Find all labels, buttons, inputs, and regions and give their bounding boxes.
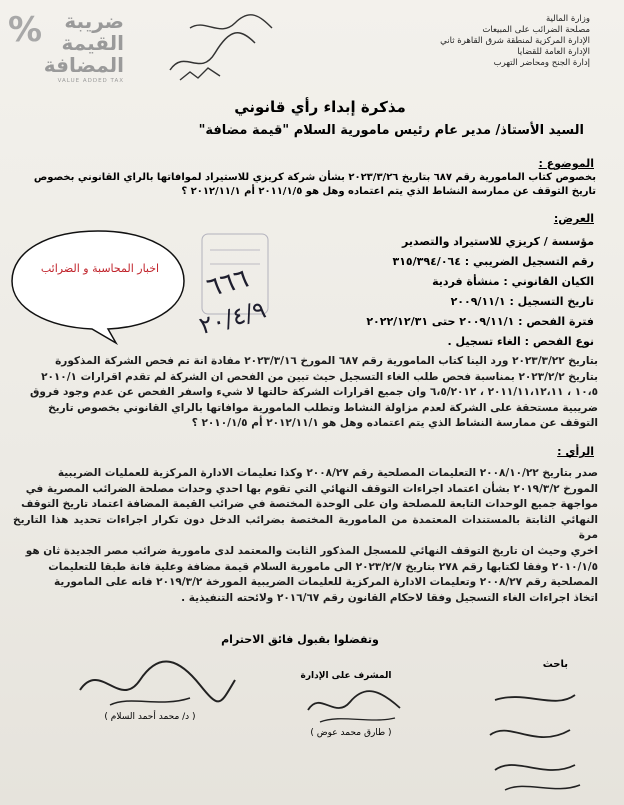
bubble-text: اخبار المحاسبة و الضرائب bbox=[40, 262, 160, 275]
supervisor-signature bbox=[300, 680, 410, 730]
supervisor-title: المشرف على الإدارة bbox=[300, 671, 392, 681]
researcher-title: باحث bbox=[542, 659, 568, 670]
offer-field: رقم التسجيل الضريبي : ٣١٥/٣٩٤/٠٦٤ bbox=[392, 255, 594, 268]
opinion-line: اخري وحيث ان تاريخ التوقف النهائي للمسجل المذكور الثابت والمعتمد لدى مامورية ضرائب مصر الجديدة ثان هو bbox=[25, 544, 598, 557]
subject-line: بخصوص كتاب المامورية رقم ٦٨٧ بتاريخ ٢٠٢٣/٣/٢٦ بشأن شركة كريزي للاستيراد لموافاتها بالراي القانوني بخصوص bbox=[33, 172, 596, 183]
opinion-line: النهائي الثابتة بالمستندات المعتمدة من المامورية المختصة بضرائب الدخل دون تكرار اجراءات تحديد هذا التاريخ مرة bbox=[13, 513, 598, 542]
addressee: السيد الأستاذ/ مدير عام رئيس مامورية السلام "قيمة مضافة" bbox=[198, 123, 584, 138]
opinion-line: ٢٠١٠/١/٥ وفقا لكتابها رقم ٢٧٨ بتاريخ ٢٠٢٣/٢/٧ الى مامورية السلام قيمة مضافة وعلية فانة طبقا للتعليمات bbox=[48, 560, 598, 573]
offer-field: فترة الفحص : ٢٠٠٩/١١/١ حتى ٢٠٢٢/١٢/٣١ bbox=[366, 315, 594, 328]
ministry-line: وزارة المالية bbox=[546, 14, 590, 24]
facts-line: بتاريخ ٢٠٢٣/٢/٢ بمناسبة فحص طلب الغاء التسجيل حيث تبين من الفحص ان الشركة لم تقدم اقرارات ٢٠١٠/١ bbox=[41, 370, 598, 383]
handwritten-number bbox=[190, 255, 280, 345]
director-signature bbox=[70, 650, 240, 720]
vat-logo bbox=[4, 9, 124, 84]
logo-line-3: المضافة bbox=[43, 53, 124, 77]
offer-field: نوع الفحص : الغاء تسجيل . bbox=[447, 335, 594, 348]
ministry-line: الإدارة العامة للقضايا bbox=[517, 47, 590, 57]
logo-line-1: ضريبة bbox=[64, 9, 124, 33]
offer-field: الكيان القانوني : منشأة فردية bbox=[432, 275, 594, 288]
researcher-signature bbox=[475, 680, 595, 800]
ministry-line: إدارة الجنح ومحاضر التهرب bbox=[493, 58, 590, 68]
opinion-line: المورخ ٢٠١٩/٣/٢ بشأن اعتماد اجراءات التوقف النهائي التي تقوم بها احدي وحدات مصلحة الضرائب المصرية في bbox=[25, 482, 598, 495]
svg-text:٦٦٦: ٦٦٦ bbox=[203, 263, 252, 304]
handwritten-annotation-top bbox=[160, 8, 280, 88]
facts-line: التوقف عن ممارسة النشاط الذي يتم اعتماده وهل هو ٢٠١٢/١١/١ أم ٢٠١٠/١/٥ ؟ bbox=[191, 417, 598, 429]
logo-line-2: القيمة bbox=[61, 31, 124, 55]
logo-english: VALUE ADDED TAX bbox=[57, 78, 124, 84]
offer-field: تاريخ التسجيل : ٢٠٠٩/١١/١ bbox=[450, 295, 594, 308]
director-name: ( د/ محمد أحمد السلام ) bbox=[104, 712, 196, 722]
supervisor-name: ( طارق محمد عوض ) bbox=[310, 728, 392, 738]
opinion-line: المصلحية رقم ٢٠٠٨/٢٧ وتعليمات الادارة المركزية للعليمات الضريبية المورخة ٢٠١٩/٣/٢ فانه على المامورية bbox=[54, 576, 598, 589]
subject-body bbox=[21, 171, 596, 199]
facts-line: بتاريخ ٢٠٢٣/٣/٢٢ ورد الينا كتاب المامورية رقم ٦٨٧ المورخ ٢٠٢٣/٣/١٦ مفادة انة تم فحص الشركة المذكورة bbox=[55, 355, 598, 367]
offer-heading: العرض: bbox=[553, 212, 594, 225]
opinion-line: مواجهة جميع الوحدات التابعة للمصلحة وان على الوحدة المختصة في ضرائب القيمة المضافة اعتماد تاريخ التوقف bbox=[21, 498, 598, 511]
facts-line: ضريبية مستحقة على الشركة لعدم مزاولة النشاط وتطلب المامورية موافاتها بالراي القانوني بخصوص تاريخ bbox=[48, 401, 598, 414]
subject-line: تاريخ التوقف عن ممارسة النشاط الذي يتم اعتماده وهل هو ٢٠١١/١/٥ أم ٢٠١٢/١١/١ ؟ bbox=[181, 186, 596, 197]
facts-line: ١٠،٥ ، ٢٠١١/١١،١٢،١١ ، ٦،٥/٢٠١٢ وان جميع اقرارات الشركة حالتها لا شيء واسفر الفحص عن عدم وجود فروق bbox=[30, 386, 598, 398]
subject-heading: الموضوع : bbox=[538, 157, 594, 170]
logo-percent: % bbox=[8, 10, 43, 50]
facts-paragraph bbox=[13, 354, 598, 432]
opinion-line: اتخاذ اجراءات الغاء التسجيل وفقا لاحكام القانون رقم ٢٠١٦/٦٧ ولائحته التنفيذية . bbox=[181, 591, 598, 604]
opinion-heading: الرأي : bbox=[557, 445, 594, 458]
memo-title: مذكرة إبداء رأي قانوني bbox=[234, 98, 406, 116]
ministry-header bbox=[380, 14, 590, 69]
offer-fields bbox=[274, 232, 594, 352]
speech-bubble bbox=[8, 225, 188, 345]
opinion-line: صدر بتاريخ ٢٠٠٨/١٠/٢٢ التعليمات المصلحية رقم ٢٠٠٨/٢٧ وكذا تعليمات الادارة المركزية للعمليات الضريبية bbox=[57, 467, 598, 479]
ministry-line: الإدارة المركزية لمنطقة شرق القاهرة ثاني bbox=[440, 36, 590, 46]
closing-text: وتفضلوا بقبول فائق الاحترام bbox=[221, 633, 379, 646]
offer-field: مؤسسة / كريزي للاستيراد والتصدير bbox=[402, 235, 594, 248]
ministry-line: مصلحة الضرائب على المبيعات bbox=[482, 25, 590, 35]
opinion-paragraph bbox=[13, 466, 598, 606]
svg-text:٢٠/٤/٩: ٢٠/٤/٩ bbox=[196, 295, 269, 341]
